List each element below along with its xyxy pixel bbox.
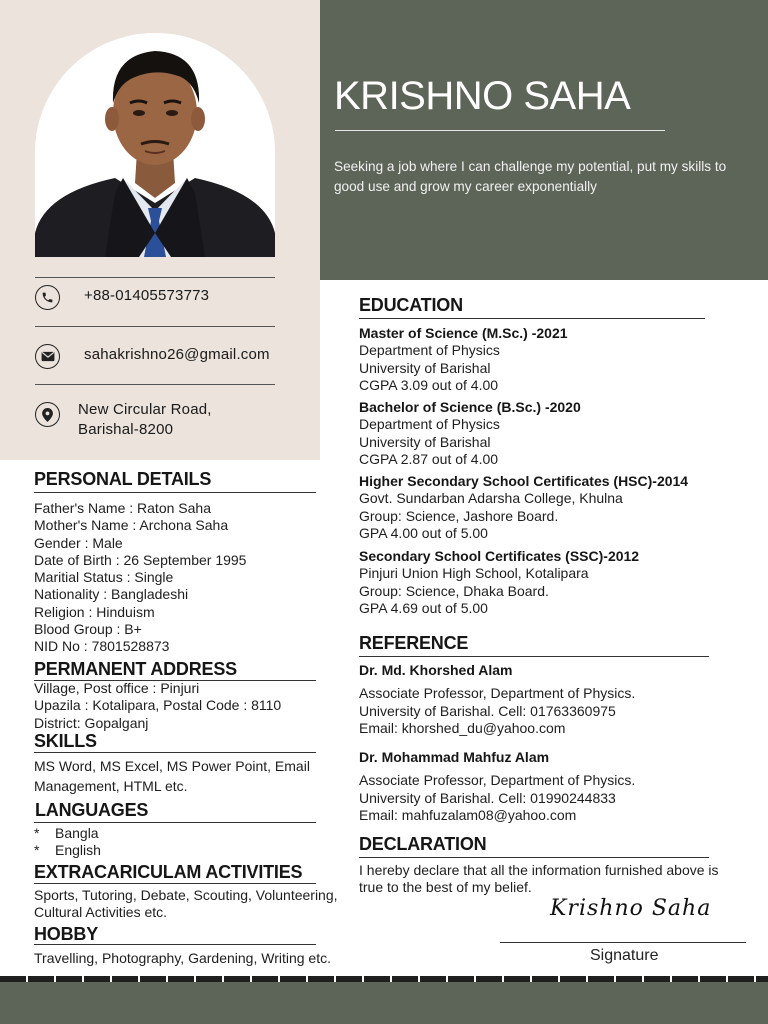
education-entry: [359, 399, 581, 468]
declaration-line: I hereby declare that all the information furnished above is: [359, 862, 719, 878]
phone-icon: [35, 285, 60, 310]
signature-label: Signature: [590, 947, 659, 964]
reference-name: Dr. Md. Khorshed Alam: [359, 662, 513, 678]
degree-title: Master of Science (M.Sc.) -2021: [359, 325, 568, 341]
location-icon: [35, 402, 60, 427]
degree-detail: GPA 4.00 out of 5.00: [359, 524, 488, 541]
personal-detail: Date of Birth : 26 September 1995: [34, 551, 247, 568]
reference-heading: REFERENCE: [359, 633, 469, 653]
header-banner: [320, 0, 768, 280]
section-divider: [359, 857, 709, 858]
education-entry: [359, 473, 688, 542]
personal-detail: Blood Group : B+: [34, 621, 142, 638]
languages-heading: LANGUAGES: [35, 800, 149, 820]
language-item: [34, 825, 101, 842]
personal-detail: Father's Name : Raton Saha: [34, 500, 211, 516]
language-name: English: [55, 842, 101, 859]
degree-detail: Department of Physics: [359, 342, 500, 359]
declaration-text: [359, 862, 719, 897]
declaration-line: true to the best of my belief.: [359, 879, 532, 896]
degree-detail: Group: Science, Dhaka Board.: [359, 582, 549, 599]
address-line: Barishal-8200: [78, 421, 174, 438]
signature-handwriting: Krishno Saha: [550, 896, 712, 921]
bullet-icon: *: [34, 842, 40, 859]
language-item: [34, 842, 101, 859]
address-detail: Village, Post office : Pinjuri: [34, 680, 200, 696]
reference-name: Dr. Mohammad Mahfuz Alam: [359, 749, 550, 765]
activity-line: Sports, Tutoring, Debate, Scouting, Volunteering,: [34, 887, 338, 903]
contact-divider: [35, 326, 275, 327]
skills-list: [34, 756, 310, 796]
signature-line: [500, 942, 746, 943]
degree-detail: University of Barishal: [359, 433, 491, 450]
skills-line: MS Word, MS Excel, MS Power Point, Email: [34, 758, 310, 774]
permanent-address-heading: PERMANENT ADDRESS: [34, 659, 237, 679]
address-detail: District: Gopalganj: [34, 714, 149, 731]
email-icon: [35, 344, 60, 369]
reference-detail: Associate Professor, Department of Physics.: [359, 685, 636, 702]
personal-detail: Nationality : Bangladeshi: [34, 586, 189, 603]
footer-band: [0, 982, 768, 1024]
skills-line: Management, HTML etc.: [34, 778, 188, 794]
permanent-address-list: [34, 680, 281, 732]
degree-detail: Govt. Sundarban Adarsha College, Khulna: [359, 490, 623, 507]
personal-detail: Maritial Status : Single: [34, 569, 174, 586]
bullet-icon: *: [34, 825, 40, 841]
reference-detail: Associate Professor, Department of Physics.: [359, 772, 636, 789]
address-detail: Upazila : Kotalipara, Postal Code : 8110: [34, 697, 282, 714]
reference-detail: Email: mahfuzalam08@yahoo.com: [359, 806, 577, 823]
personal-detail: Mother's Name : Archona Saha: [34, 517, 229, 534]
personal-detail: NID No : 7801528873: [34, 638, 170, 655]
personal-details-heading: PERSONAL DETAILS: [34, 469, 212, 489]
degree-detail: GPA 4.69 out of 5.00: [359, 599, 488, 616]
section-divider: [34, 752, 316, 753]
reference-entry: [359, 749, 635, 824]
language-name: Bangla: [55, 825, 99, 841]
activity-line: Cultural Activities etc.: [34, 904, 168, 921]
reference-detail: University of Barishal. Cell: 01990244833: [359, 789, 616, 806]
email-address: sahakrishno26@gmail.com: [84, 346, 270, 363]
degree-detail: Pinjuri Union High School, Kotalipara: [359, 565, 589, 582]
profile-photo: [35, 33, 275, 257]
name-divider: [335, 130, 665, 131]
hobby-heading: HOBBY: [34, 924, 99, 944]
languages-list: [34, 825, 101, 860]
declaration-heading: DECLARATION: [359, 834, 487, 854]
personal-details-list: [34, 500, 246, 656]
degree-detail: Group: Science, Jashore Board.: [359, 507, 559, 524]
postal-address: [78, 400, 212, 440]
section-divider: [34, 883, 316, 884]
degree-detail: University of Barishal: [359, 359, 491, 376]
degree-title: Bachelor of Science (B.Sc.) -2020: [359, 399, 581, 415]
degree-detail: CGPA 3.09 out of 4.00: [359, 376, 499, 393]
education-entry: [359, 325, 568, 394]
section-divider: [34, 944, 316, 945]
degree-detail: Department of Physics: [359, 416, 500, 433]
personal-detail: Gender : Male: [34, 534, 123, 551]
personal-detail: Religion : Hinduism: [34, 603, 155, 620]
reference-detail: University of Barishal. Cell: 01763360975: [359, 702, 616, 719]
section-divider: [359, 318, 705, 319]
phone-number: +88-01405573773: [84, 287, 210, 304]
reference-entry: [359, 662, 635, 737]
section-divider: [359, 656, 709, 657]
skills-heading: SKILLS: [34, 731, 97, 751]
degree-detail: CGPA 2.87 out of 4.00: [359, 450, 499, 467]
address-line: New Circular Road,: [78, 401, 212, 418]
education-entry: [359, 548, 639, 617]
contact-divider: [35, 384, 275, 385]
candidate-name: KRISHNO SAHA: [334, 74, 631, 118]
career-objective: Seeking a job where I can challenge my potential, put my skills to good use and grow my career exponentially: [334, 159, 727, 194]
section-divider: [34, 822, 316, 823]
extracurricular-heading: EXTRACARICULAM ACTIVITIES: [34, 862, 303, 882]
extracurricular-list: [34, 887, 338, 922]
reference-detail: Email: khorshed_du@yahoo.com: [359, 719, 566, 736]
section-divider: [34, 492, 316, 493]
hobby-text: Travelling, Photography, Gardening, Writing etc.: [34, 950, 332, 966]
degree-title: Secondary School Certificates (SSC)-2012: [359, 548, 640, 564]
contact-divider: [35, 277, 275, 278]
education-heading: EDUCATION: [359, 295, 463, 315]
degree-title: Higher Secondary School Certificates (HSC)-2014: [359, 473, 689, 489]
